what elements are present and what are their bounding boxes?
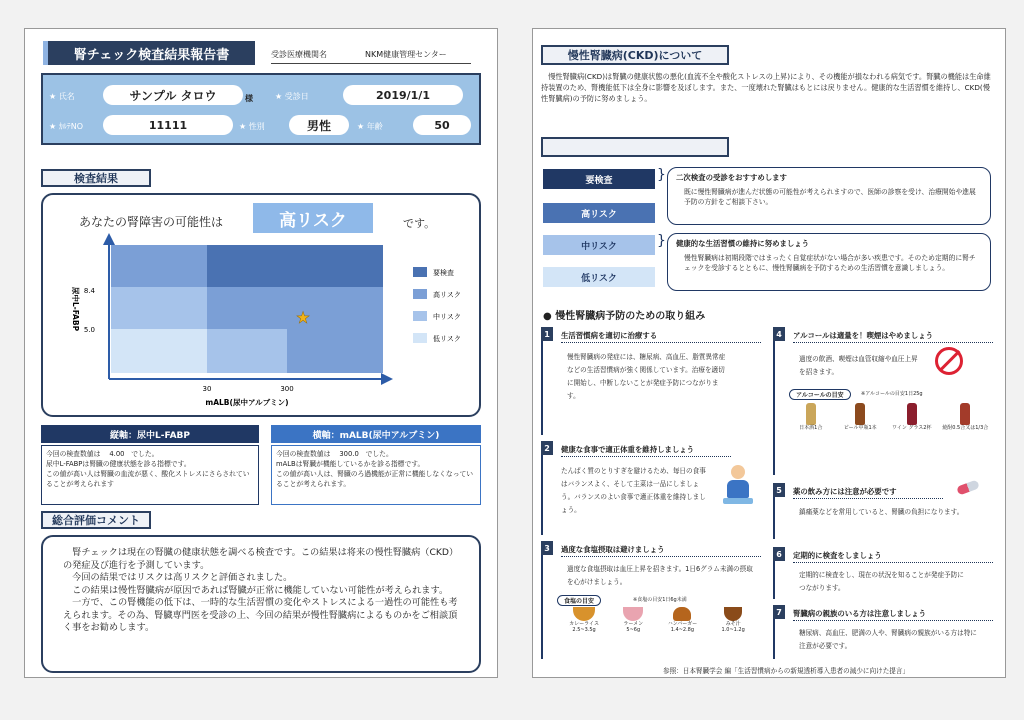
horizontal-axis-text: 今回の検査数値は 300.0 でした。 mALBは腎臓が機能しているかを診る指標です。 この値が高い人は、腎臓のろ過機能が正常に機能しなくなっていることが考えられます。 bbox=[271, 445, 481, 505]
item-number: 6 bbox=[773, 547, 785, 561]
risk-value: 高リスク bbox=[253, 203, 373, 233]
legend-swatch bbox=[413, 289, 427, 299]
salt-guide-note: ※食塩の目安1日6g未満 bbox=[633, 597, 687, 603]
vertical-axis-title: 縦軸：尿中L-FABP bbox=[41, 425, 259, 443]
legend-swatch bbox=[413, 267, 427, 277]
item-title: 腎臓病の親族のいる方は注意しましょう bbox=[793, 608, 993, 621]
food-salt: 2.5~3.5g bbox=[572, 627, 596, 633]
food-item bbox=[569, 607, 599, 649]
karte-label: ★ ｶﾙﾃNO bbox=[49, 122, 83, 131]
patient-age: 50 bbox=[413, 115, 471, 135]
comment-heading: 総合評価コメント bbox=[41, 511, 151, 529]
advice-text: 慢性腎臓病は初期段階ではまったく自覚症状がない場合が多い疾患です。そのため定期的に腎チェックを受診するとともに、慢性腎臓病を予防するための生活習慣を意識しましょう。 bbox=[684, 254, 976, 272]
ramen-icon bbox=[623, 607, 643, 621]
age-label: ★ 年齢 bbox=[357, 122, 383, 131]
patient-sex: 男性 bbox=[289, 115, 349, 135]
no-smoking-icon bbox=[935, 347, 963, 375]
wine-icon bbox=[907, 403, 917, 425]
measure-item bbox=[541, 327, 767, 435]
bracket-icon: } bbox=[657, 167, 666, 183]
overall-comment: 腎チェックは現在の腎臓の健康状態を調べる検査です。この結果は将来の慢性腎臓病（CKD）の発症及び進行を予測しています。 今回の結果ではリスクは高リスクと評価されました。 この結果は慢性腎臓病が原因であれば腎臓が正常に機能していない可能性が考えられます。 一方で、この腎機能の低下は、一時的な生活習慣の変化やストレスによる一過性の可能性も考えられます。その為、腎臓専門医を受診の上、今回の結果が慢性腎臓病によるものかをご相談頂く事をお勧めします。 bbox=[41, 535, 481, 673]
y-tick-label: 5.0 bbox=[83, 326, 95, 334]
patient-info-box bbox=[41, 73, 481, 145]
salt-guide-label: 食塩の目安 bbox=[557, 595, 601, 606]
advice-text: 既に慢性腎臓病が進んだ状態の可能性が考えられますので、医師の診察を受け、治療開始や進展予防の方針をご相談下さい。 bbox=[684, 188, 976, 206]
patient-name: サンプル タロウ bbox=[103, 85, 243, 105]
shochu-icon bbox=[960, 403, 970, 425]
risk-prefix: あなたの腎障害の可能性は bbox=[79, 215, 224, 229]
karte-number: 11111 bbox=[103, 115, 233, 135]
drink-item bbox=[890, 403, 934, 453]
legend-swatch bbox=[413, 311, 427, 321]
sake-icon bbox=[806, 403, 816, 425]
facility-name: NKM健康管理センター bbox=[365, 50, 447, 59]
item-title: 過度な食塩摂取は避けましょう bbox=[561, 544, 761, 557]
item-title: 健康な食事で適正体重を維持しましょう bbox=[561, 444, 731, 457]
risk-level-label: 中リスク bbox=[543, 235, 655, 255]
alcohol-guide-label: アルコールの目安 bbox=[789, 389, 851, 400]
facility-underline bbox=[271, 63, 471, 64]
item-title: 薬の飲み方には注意が必要です bbox=[793, 486, 943, 499]
alcohol-guide-note: ※アルコールの目安1日25g bbox=[861, 391, 923, 397]
prevention-heading bbox=[541, 137, 729, 157]
zone-cell bbox=[207, 287, 287, 329]
results-heading: 検査結果 bbox=[41, 169, 151, 187]
item-number: 7 bbox=[773, 605, 785, 619]
food-salt: 1.0~1.2g bbox=[721, 627, 745, 633]
drink-name: 日本酒1合 bbox=[799, 425, 823, 431]
measure-item bbox=[541, 541, 767, 659]
zone-cell bbox=[111, 287, 207, 329]
report-page-2 bbox=[532, 28, 1006, 678]
ckd-text: 慢性腎臓病(CKD)は腎臓の健康状態の悪化(血流不全や酸化ストレスの上昇)により、その機能が損なわれる病気です。腎臓の機能は生命維持装置のため、腎機能低下は全身に影響を及ぼします。また、一度壊れた腎臓はもとには戻りません。健康的な生活習慣を維持し、CKD(慢性腎臓病)の予防に努めましょう。 bbox=[541, 72, 991, 103]
results-box bbox=[41, 193, 481, 417]
measure-item bbox=[773, 605, 997, 659]
x-axis-label: mALB(尿中アルブミン) bbox=[205, 398, 289, 407]
food-name: ハンバーガー bbox=[667, 621, 698, 627]
item-number: 2 bbox=[541, 441, 553, 455]
beer-icon bbox=[855, 403, 865, 425]
burger-icon bbox=[673, 607, 691, 621]
vertical-axis-text: 今回の検査数値は 4.00 でした。 尿中L-FABPは腎臓の健康状態を診る指標です。 この値が高い人は腎臓の血流が悪く、酸化ストレスにさらされていることが考えられます bbox=[41, 445, 259, 505]
scale-person-icon bbox=[723, 465, 753, 509]
risk-level-label: 低リスク bbox=[543, 267, 655, 287]
report-title: 腎チェック検査結果報告書 bbox=[43, 41, 255, 65]
item-text: たんぱく質のとりすぎを避けるため、毎日の食事はバランスよく、そして主菜は一品にしましょう。バランスのよい食事で適正体重を維持しましょう。 bbox=[561, 467, 706, 514]
x-tick-label: 30 bbox=[202, 385, 212, 393]
legend-label: 高リスク bbox=[433, 291, 461, 299]
food-item bbox=[623, 607, 643, 649]
measure-item bbox=[541, 441, 767, 535]
risk-suffix: です。 bbox=[403, 217, 436, 230]
reference-note: 参照：日本腎臓学会 編「生活習慣病からの新規透析導入患者の減少に向けた提言」 bbox=[663, 667, 910, 675]
legend-label: 低リスク bbox=[433, 335, 461, 343]
item-number: 5 bbox=[773, 483, 785, 497]
measure-item bbox=[773, 327, 997, 475]
y-axis-label: 尿中L-FABP bbox=[71, 286, 80, 332]
miso-soup-icon bbox=[724, 607, 742, 621]
legend-label: 要検査 bbox=[433, 269, 454, 277]
advice-box-high bbox=[667, 167, 991, 225]
risk-chart bbox=[43, 195, 479, 415]
item-text: 鎮痛薬などを常用していると、腎臓の負担になります。 bbox=[799, 508, 964, 516]
item-text: 過度の飲酒、喫煙は血管収縮や血圧上昇を招きます。 bbox=[799, 355, 918, 376]
drink-item bbox=[941, 403, 989, 453]
measures-heading: ● 慢性腎臓病予防のための取り組み bbox=[543, 311, 706, 322]
zone-cell bbox=[207, 329, 287, 373]
y-tick-label: 8.4 bbox=[83, 287, 95, 295]
item-text: 過度な食塩摂取は血圧上昇を招きます。1日6グラム未満の摂取を心がけましょう。 bbox=[567, 565, 753, 586]
food-name: みそ汁 bbox=[725, 621, 741, 627]
alcohol-drink-list bbox=[787, 403, 993, 453]
zone-cell bbox=[111, 329, 207, 373]
legend-swatch bbox=[413, 333, 427, 343]
facility-label: 受診医療機関名 bbox=[271, 50, 327, 59]
item-text: 定期的に検査をし、現在の状況を知ることが発症予防につながります。 bbox=[799, 571, 964, 592]
risk-level-label: 要検査 bbox=[543, 169, 655, 189]
item-number: 1 bbox=[541, 327, 553, 341]
horizontal-axis-title: 横軸：mALB(尿中アルブミン) bbox=[271, 425, 481, 443]
risk-level-label: 高リスク bbox=[543, 203, 655, 223]
item-number: 3 bbox=[541, 541, 553, 555]
drink-name: ワイン グラス2杯 bbox=[892, 425, 932, 431]
exam-date: 2019/1/1 bbox=[343, 85, 463, 105]
bracket-icon: } bbox=[657, 233, 666, 249]
x-tick-label: 300 bbox=[280, 385, 294, 393]
advice-title: 健康的な生活習慣の維持に努めましょう bbox=[676, 239, 810, 248]
sex-label: ★ 性別 bbox=[239, 122, 265, 131]
measure-item bbox=[773, 547, 997, 599]
food-item bbox=[722, 607, 745, 649]
measure-item bbox=[773, 483, 997, 539]
result-marker-star: ★ bbox=[295, 308, 311, 327]
food-salt: 5~6g bbox=[626, 627, 641, 633]
legend-label: 中リスク bbox=[433, 313, 461, 321]
food-salt: 1.4~2.8g bbox=[670, 627, 695, 633]
salt-food-list bbox=[557, 607, 757, 649]
item-title: アルコールは適量を！喫煙はやめましょう bbox=[793, 330, 993, 343]
name-label: ★ 氏名 bbox=[49, 92, 75, 101]
name-suffix: 様 bbox=[245, 94, 253, 103]
item-title: 定期的に検査をしましょう bbox=[793, 550, 993, 563]
drink-name: ビール中瓶1本 bbox=[843, 425, 877, 431]
drink-item bbox=[838, 403, 882, 453]
report-page-1 bbox=[24, 28, 498, 678]
food-item bbox=[668, 607, 698, 649]
food-name: カレーライス bbox=[569, 621, 599, 627]
advice-title: 二次検査の受診をおすすめします bbox=[676, 173, 787, 182]
item-text: 慢性腎臓病の発症には、糖尿病、高血圧、脂質異常症などの生活習慣病が強く関係しています。治療を適切に開始し、中断しないことが発症予防につながります。 bbox=[567, 353, 726, 400]
ckd-heading: 慢性腎臓病(CKD)について bbox=[541, 45, 729, 65]
drink-item bbox=[791, 403, 831, 453]
item-number: 4 bbox=[773, 327, 785, 341]
zone-cell bbox=[287, 245, 383, 287]
item-text: 糖尿病、高血圧、肥満の人や、腎臓病の親族がいる方は特に注意が必要です。 bbox=[799, 629, 977, 650]
item-title: 生活習慣病を適切に治療する bbox=[561, 330, 761, 343]
date-label: ★ 受診日 bbox=[275, 92, 309, 101]
curry-icon bbox=[573, 607, 595, 621]
pill-icon bbox=[957, 483, 987, 495]
advice-box-low bbox=[667, 233, 991, 291]
drink-name: 焼酎0.5合又は1/3合 bbox=[942, 425, 989, 431]
zone-cell bbox=[287, 329, 383, 373]
zone-cell bbox=[207, 245, 287, 287]
food-name: ラーメン bbox=[623, 621, 644, 627]
zone-cell bbox=[111, 245, 207, 287]
